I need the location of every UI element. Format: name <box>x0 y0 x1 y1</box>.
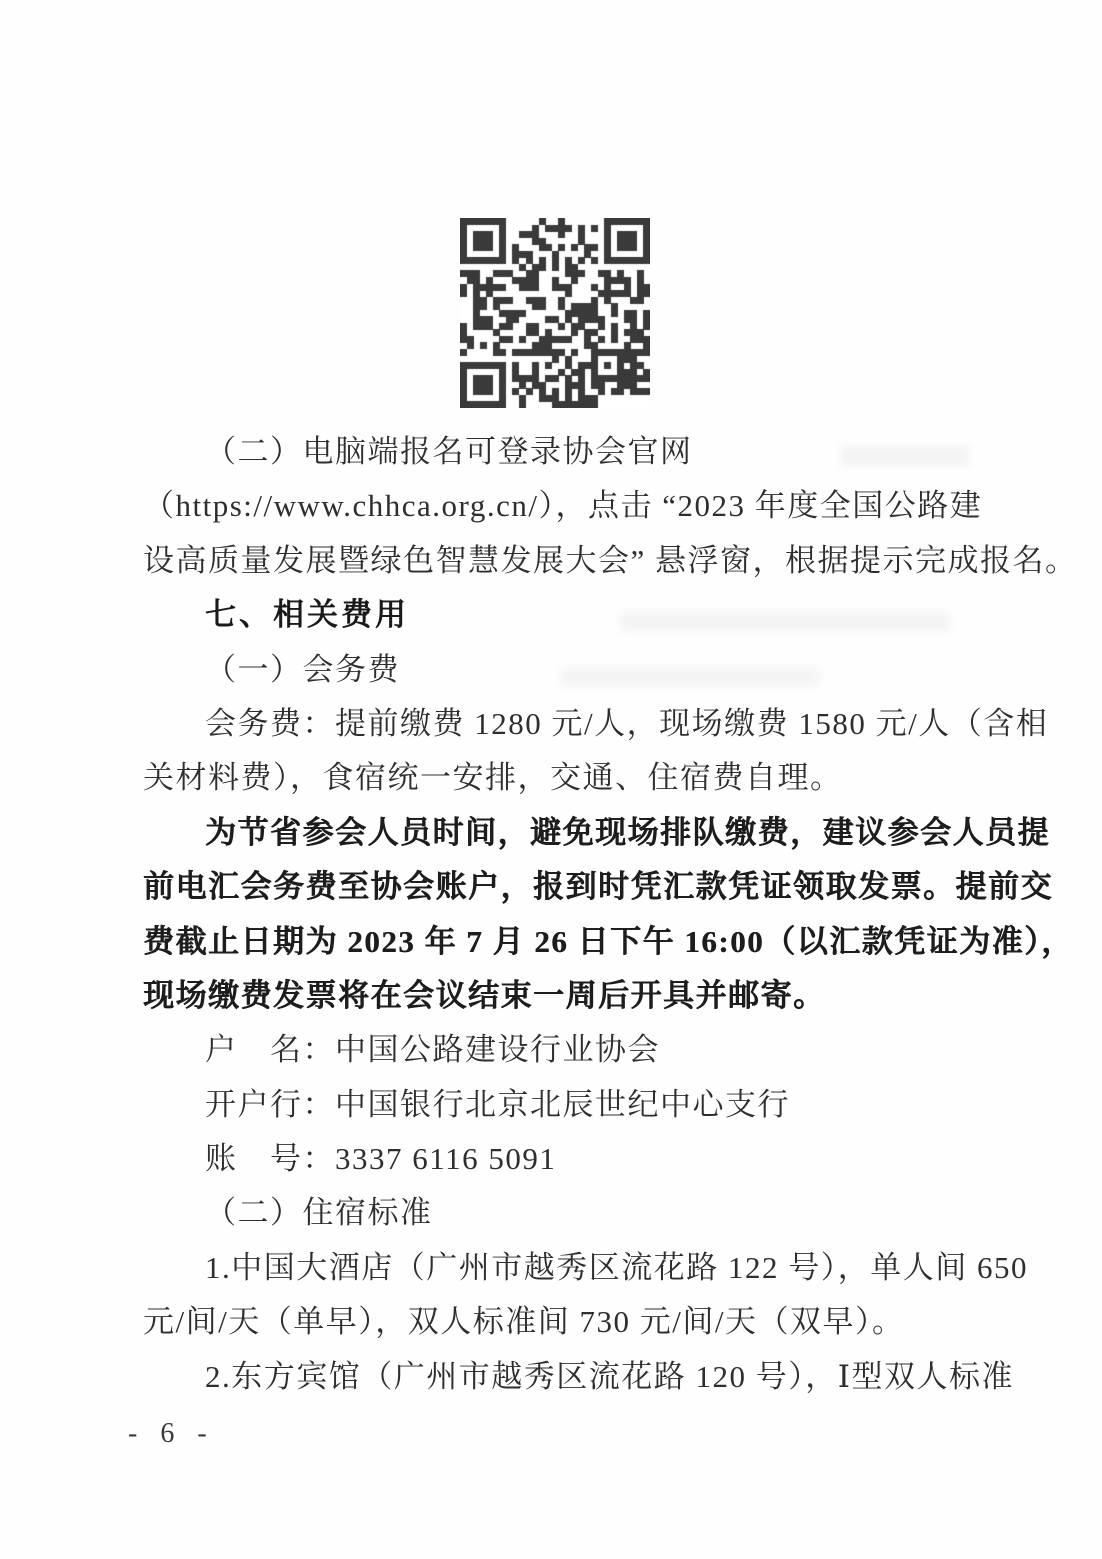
scan-artifact <box>620 612 950 632</box>
document-line: 2.东方宾馆（广州市越秀区流花路 120 号），Ⅰ型双人标准 <box>205 1358 1014 1394</box>
document-line: 为节省参会人员时间，避免现场排队缴费，建议参会人员提 <box>205 814 1050 850</box>
document-line: 户 名：中国公路建设行业协会 <box>205 1032 660 1068</box>
scan-artifact <box>840 445 970 467</box>
document-line: 七、相关费用 <box>205 597 409 633</box>
qr-code-canvas <box>460 218 650 408</box>
document-line: 设高质量发展暨绿色智慧发展大会” 悬浮窗，根据提示完成报名。 <box>143 542 1078 578</box>
document-line: 账 号：3337 6116 5091 <box>205 1141 557 1177</box>
document-line: （https://www.chhca.org.cn/），点击 “2023 年度全国公路建 <box>143 488 983 524</box>
document-line: 现场缴费发票将在会议结束一周后开具并邮寄。 <box>143 977 826 1013</box>
document-line: （一）会务费 <box>205 651 400 687</box>
document-line: 关材料费），食宿统一安排，交通、住宿费自理。 <box>143 760 843 796</box>
document-line: （二）住宿标准 <box>205 1195 433 1231</box>
qr-code <box>460 218 650 408</box>
page-number: - 6 - <box>128 1418 215 1449</box>
document-line: 费截止日期为 2023 年 7 月 26 日下午 16:00（以汇款凭证为准）， <box>143 923 1074 959</box>
document-body <box>143 425 1078 1404</box>
document-line: （二）电脑端报名可登录协会官网 <box>205 434 693 469</box>
document-line: 前电汇会务费至协会账户，报到时凭汇款凭证领取发票。提前交 <box>143 869 1053 905</box>
document-line: 元/间/天（单早），双人标准间 730 元/间/天（双早）。 <box>143 1304 905 1340</box>
document-line: 1.中国大酒店（广州市越秀区流花路 122 号），单人间 650 <box>205 1249 1028 1285</box>
scan-artifact <box>560 668 820 686</box>
document-line: 开户行：中国银行北京北辰世纪中心支行 <box>205 1086 790 1122</box>
document-line: 会务费：提前缴费 1280 元/人，现场缴费 1580 元/人（含相 <box>205 705 1049 741</box>
